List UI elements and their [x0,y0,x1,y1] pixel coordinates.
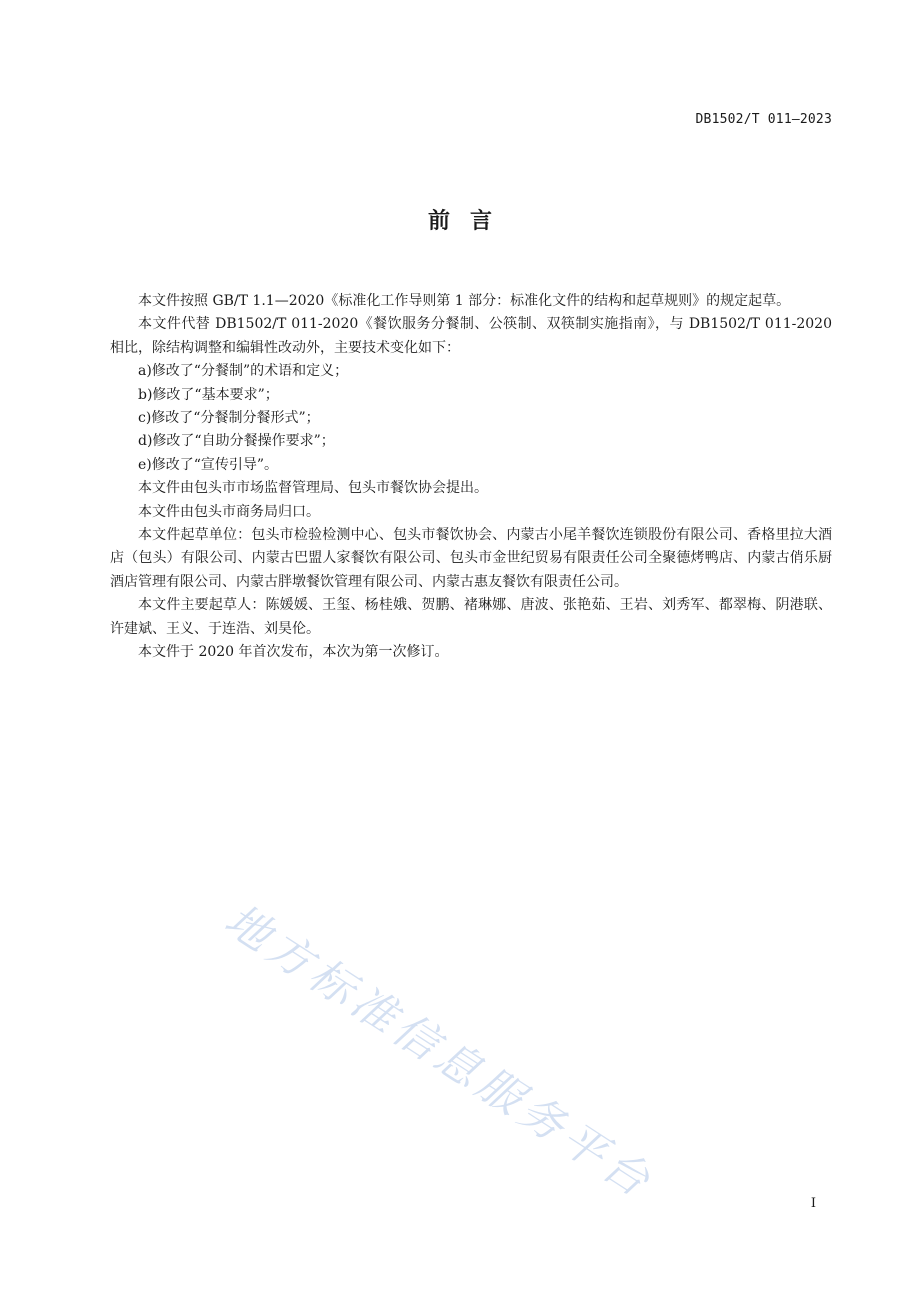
list-item-change-c: c)修改了“分餐制分餐形式”； [138,410,320,427]
paragraph-drafting-units: 本文件起草单位：包头市检验检测中心、包头市餐饮协会、内蒙古小尾羊餐饮连锁股份有限公司、香格里拉大酒店（包头）有限公司、内蒙古巴盟人家餐饮有限公司、包头市金世纪贸易有限责任公司全聚德烤鸭店、内蒙古俏乐厨酒店管理有限公司、内蒙古胖墩餐饮管理有限公司、内蒙古惠友餐饮有限责任公司。 [110,527,832,590]
foreword-body [110,290,832,665]
paragraph-administrator: 本文件由包头市商务局归口。 [138,503,320,520]
paragraph-drafting-rules: 本文件按照 GB/T 1.1—2020《标准化工作导则第 1 部分：标准化文件的结构和起草规则》的规定起草。 [138,293,791,309]
paragraph-replacement: 本文件代替 DB1502/T 011-2020《餐饮服务分餐制、公筷制、双筷制实施指南》，与 DB1502/T 011-2020 相比，除结构调整和编辑性改动外，主要技术变化如下： [110,316,832,356]
watermark: 地方标准信息服务平台 [215,894,663,1210]
list-item-change-e: e)修改了“宣传引导”。 [138,456,279,473]
page-number: I [810,1196,816,1211]
page-title: 前言 [427,209,512,234]
paragraph-publication-history: 本文件于 2020 年首次发布，本次为第一次修订。 [138,644,449,661]
document-code: DB1502/T 011—2023 [695,112,832,127]
list-item-change-d: d)修改了“自助分餐操作要求”； [138,433,335,450]
list-item-change-b: b)修改了“基本要求”； [138,386,279,403]
paragraph-proposer: 本文件由包头市市场监督管理局、包头市餐饮协会提出。 [138,480,488,497]
list-item-change-a: a)修改了“分餐制”的术语和定义； [138,363,349,380]
paragraph-drafters: 本文件主要起草人：陈媛媛、王玺、杨桂娥、贺鹏、褚琳娜、唐波、张艳茹、王岩、刘秀军、都翠梅、阴港联、许建斌、王义、于连浩、刘昊伦。 [110,597,832,637]
